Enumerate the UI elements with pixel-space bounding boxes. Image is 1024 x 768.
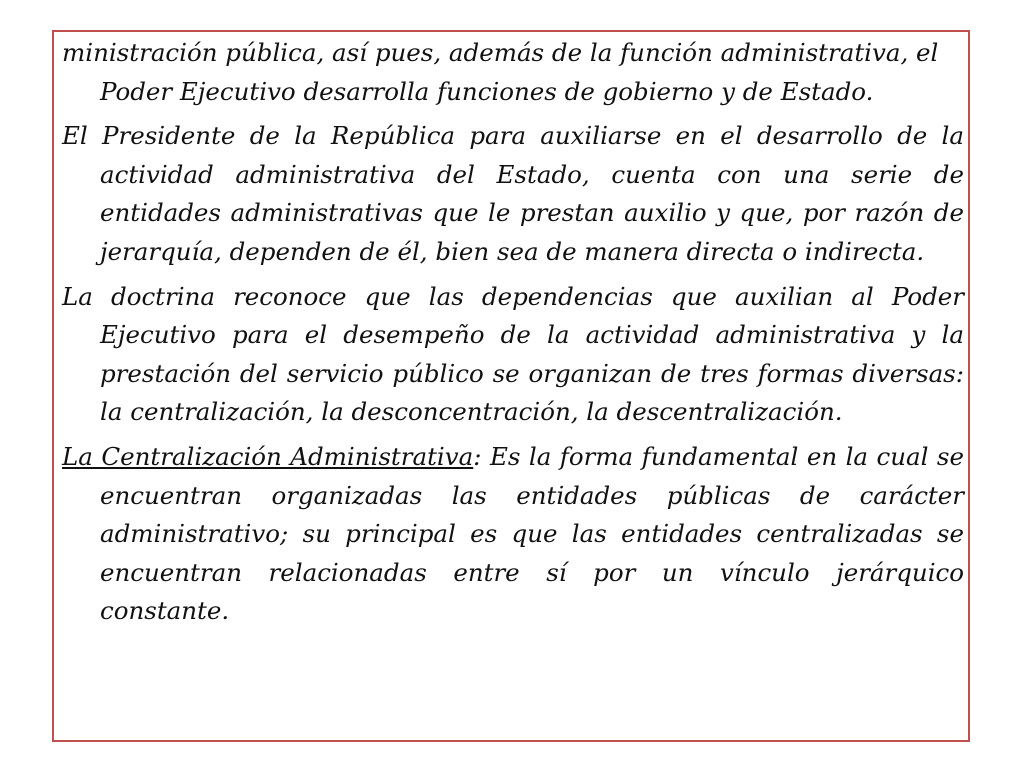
paragraph-centralizacion (62, 438, 964, 631)
centralizacion-heading: La Centralización Administrativa (62, 441, 474, 471)
paragraph-2-text: El Presidente de la República para auxiliarse en el desarrollo de la actividad administrativa del Estado, cuenta con una serie de entidades administrativas que le prestan auxilio y que, por razón de jerarquía, dependen de él, bien sea de manera directa o indirecta. (62, 121, 964, 266)
paragraph-continuation (62, 34, 964, 111)
paragraph-presidente (62, 117, 964, 271)
centralizacion-body: : Es la forma fundamental en la cual se encuentran organizadas las entidades públicas de carácter administrativo; su principal es que las entidades centralizadas se encuentran relacionadas entre sí por un vínculo jerárquico constante. (100, 441, 964, 626)
paragraph-doctrina (62, 278, 964, 432)
paragraph-3-text: La doctrina reconoce que las dependencias que auxilian al Poder Ejecutivo para el desempeño de la actividad administrativa y la prestación del servicio público se organizan de tres formas diversas: la centralización, la desconcentración, la descentralización. (62, 281, 964, 427)
text-content (62, 34, 964, 637)
paragraph-1-text: ministración pública, así pues, además de la función administrativa, el Poder Ejecutivo desarrolla funciones de gobierno y de Estado. (62, 38, 939, 106)
